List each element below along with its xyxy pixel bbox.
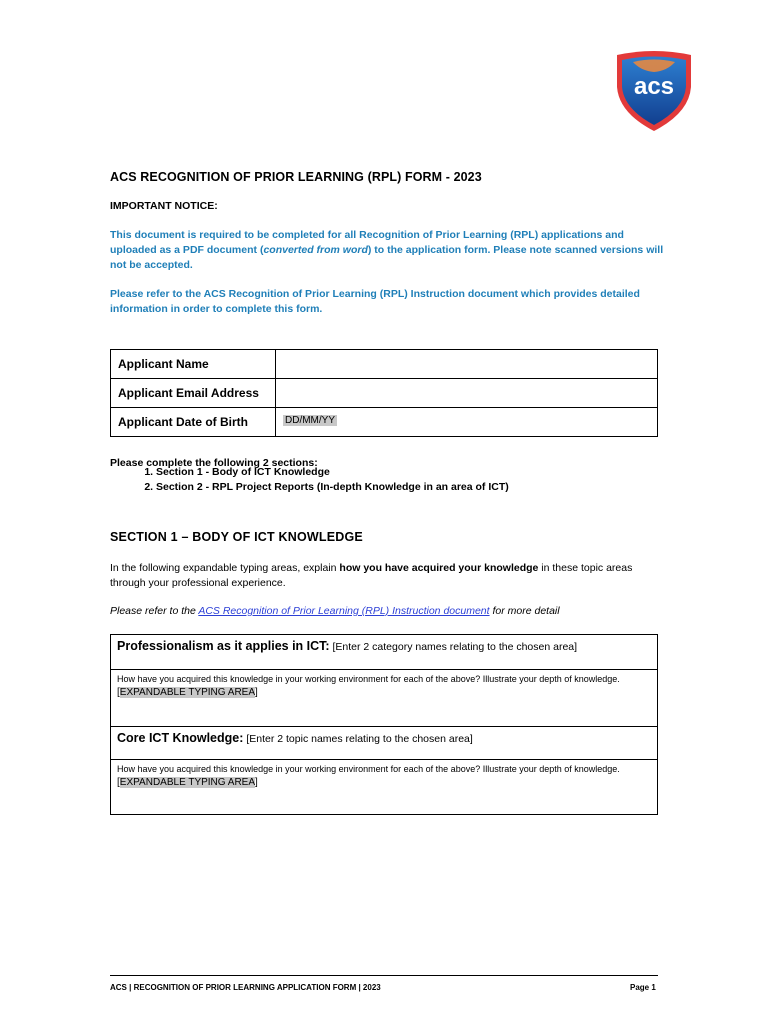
footer-rule [110,975,658,976]
notice-italic: converted from word [263,244,368,256]
notice-paragraph-1: This document is required to be completed for all Recognition of Prior Learning (RPL) applications and uploaded as a PDF document (converted from word) to the application form. Please note scanned versions will not be accepted. [110,229,664,271]
professionalism-hint[interactable]: [Enter 2 category names relating to the chosen area] [329,641,578,653]
table-row [111,379,658,408]
refer-instruction: Please refer to the ACS Recognition of Prior Learning (RPL) Instruction document for more detail [110,605,560,617]
professionalism-heading: Professionalism as it applies in ICT: [117,639,330,653]
page-number: Page 1 [630,983,656,992]
core-ict-answer[interactable]: How have you acquired this knowledge in your working environment for each of the above? Illustrate your depth of knowledge. [EXPANDABLE TYPING AREA] [111,759,657,815]
applicant-dob-label: Applicant Date of Birth [111,408,276,437]
professionalism-header [111,635,657,669]
sections-intro: Please complete the following 2 sections: [110,457,318,469]
notice-label: IMPORTANT NOTICE: [110,200,218,212]
knowledge-table [110,634,658,815]
core-ict-header [111,726,657,760]
list-item: 2. Section 2 - RPL Project Reports (In-depth Knowledge in an area of ICT) [156,480,509,495]
form-title: ACS RECOGNITION OF PRIOR LEARNING (RPL) FORM - 2023 [110,170,482,184]
table-row [111,408,658,437]
core-ict-question: How have you acquired this knowledge in your working environment for each of the above? Illustrate your depth of knowledge. [117,764,620,774]
footer-title: ACS | RECOGNITION OF PRIOR LEARNING APPLICATION FORM | 2023 [110,983,381,992]
applicant-email-label: Applicant Email Address [111,379,276,408]
section-1-intro: In the following expandable typing areas, explain how you have acquired your knowledge in these topic areas through your professional experience. [110,562,633,589]
applicant-dob-field[interactable] [276,408,658,437]
instruction-document-link[interactable]: ACS Recognition of Prior Learning (RPL) Instruction document [198,605,490,617]
notice-paragraph-2: Please refer to the ACS Recognition of Prior Learning (RPL) Instruction document which provides detailed information in order to complete this form. [110,288,640,315]
table-row [111,350,658,379]
section-1-heading: SECTION 1 – BODY OF ICT KNOWLEDGE [110,530,363,544]
applicant-name-field[interactable] [276,350,658,379]
sections-list [134,465,509,495]
dob-placeholder[interactable]: DD/MM/YY [285,415,335,426]
logo-text: acs [633,73,675,100]
core-ict-heading: Core ICT Knowledge: [117,731,244,745]
expandable-typing-area[interactable]: EXPANDABLE TYPING AREA [119,687,256,698]
applicant-name-label: Applicant Name [111,350,276,379]
applicant-email-field[interactable] [276,379,658,408]
core-ict-hint[interactable]: [Enter 2 topic names relating to the chosen area] [243,733,473,745]
applicant-details-table [110,349,658,437]
professionalism-answer[interactable]: How have you acquired this knowledge in your working environment for each of the above? Illustrate your depth of knowledge. [EXPANDABLE TYPING AREA] [111,669,657,726]
professionalism-question: How have you acquired this knowledge in your working environment for each of the above? Illustrate your depth of knowledge. [117,674,620,684]
expandable-typing-area[interactable]: EXPANDABLE TYPING AREA [119,777,256,788]
list-item: 1. Section 1 - Body of ICT Knowledge [156,465,509,480]
acs-logo [613,49,695,133]
